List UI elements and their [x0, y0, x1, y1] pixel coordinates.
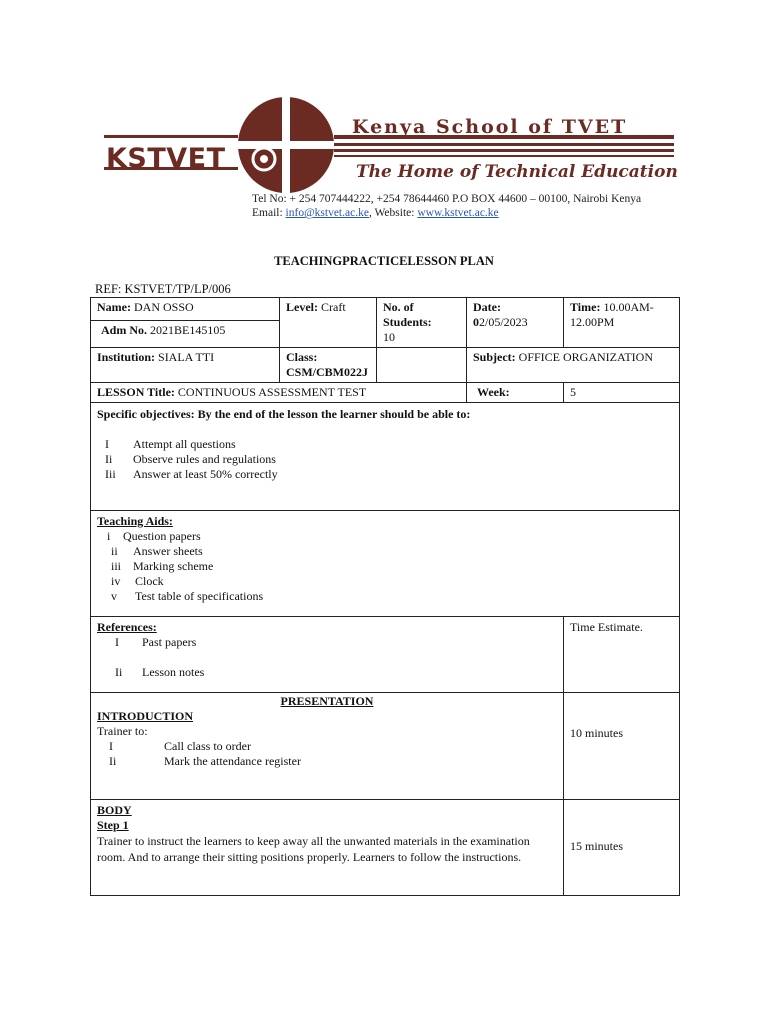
level-label: Level:	[286, 300, 318, 314]
document-title: TEACHINGPRACTICELESSON PLAN	[274, 254, 494, 268]
name-value: DAN OSSO	[133, 300, 194, 314]
table-row	[91, 383, 680, 403]
references-cell	[91, 617, 564, 693]
item-text: Test table of specifications	[135, 589, 264, 603]
list-item	[97, 665, 557, 680]
item-text: Question papers	[123, 529, 201, 543]
date-value: 2/05/2023	[479, 315, 528, 329]
website-label: , Website:	[368, 207, 418, 219]
class-cell	[280, 348, 377, 383]
table-row	[91, 403, 680, 511]
adm-label: Adm No.	[101, 323, 148, 337]
item-number: v	[111, 589, 117, 603]
logo-wordmark: KSTVET	[106, 143, 226, 174]
students-value: 10	[383, 330, 395, 344]
item-text: Answer at least 50% correctly	[133, 467, 278, 481]
level-cell	[280, 298, 377, 348]
date-cell	[467, 298, 564, 348]
subject-label: Subject:	[473, 350, 516, 364]
name-label: Name:	[97, 300, 131, 314]
list-item	[97, 452, 673, 467]
item-text: Attempt all questions	[133, 437, 236, 451]
list-item	[97, 544, 673, 559]
table-row	[91, 348, 680, 383]
school-name: Kenya School of TVET	[352, 116, 628, 138]
body-time-cell	[564, 800, 680, 896]
item-number: I	[115, 635, 119, 649]
step-heading: Step 1	[97, 818, 129, 832]
time-estimate-label: Time Estimate.	[570, 620, 643, 634]
item-text: Call class to order	[164, 739, 251, 753]
list-item	[97, 529, 673, 544]
website-link[interactable]: www.kstvet.ac.ke	[417, 207, 499, 219]
references-heading: References:	[97, 620, 157, 634]
date-label: Date:	[473, 300, 501, 314]
item-text: Answer sheets	[133, 544, 203, 558]
list-item	[97, 437, 673, 452]
week-value: 5	[570, 385, 576, 399]
contact-line: Tel No: + 254 707444222, +254 78644460 P.O BOX 44600 – 00100, Nairobi Kenya	[252, 193, 642, 205]
subject-value: OFFICE ORGANIZATION	[518, 350, 654, 364]
time-estimate-cell	[564, 617, 680, 693]
institution-cell	[91, 348, 280, 383]
item-number: Ii	[115, 665, 123, 679]
email-link[interactable]: info@kstvet.ac.ke	[285, 207, 369, 219]
list-item	[97, 739, 557, 754]
lesson-title-cell	[91, 383, 467, 403]
presentation-cell	[91, 693, 564, 800]
class-label: Class:	[286, 350, 318, 364]
email-label: Email:	[252, 207, 286, 219]
list-item	[97, 589, 673, 604]
list-item	[97, 635, 557, 650]
item-text: Clock	[135, 574, 164, 588]
item-text: Mark the attendance register	[164, 754, 301, 768]
name-adm-cell	[91, 298, 280, 348]
table-row	[91, 511, 680, 617]
item-text: Past papers	[142, 635, 197, 649]
introduction-heading: INTRODUCTION	[97, 709, 194, 723]
intro-time-cell	[564, 693, 680, 800]
objectives-cell	[91, 403, 680, 511]
item-text: Lesson notes	[142, 665, 205, 679]
item-number: Ii	[109, 754, 117, 768]
item-text: Marking scheme	[133, 559, 214, 573]
table-row	[91, 617, 680, 693]
class-value: CSM/CBM022J	[286, 365, 368, 379]
body-text: Trainer to instruct the learners to keep away all the unwanted materials in the examination room. And to arrange their sitting positions properly. Learners to follow the instructions.	[97, 834, 530, 864]
list-item	[97, 467, 673, 482]
item-number: iii	[111, 559, 122, 573]
lesson-plan-table	[90, 297, 680, 896]
week-value-cell	[564, 383, 680, 403]
item-number: i	[107, 529, 111, 543]
time-label: Time:	[570, 300, 601, 314]
list-item	[97, 574, 673, 589]
teaching-aids-heading: Teaching Aids:	[97, 514, 173, 528]
table-row	[91, 693, 680, 800]
item-number: I	[105, 437, 109, 451]
trainer-to-label: Trainer to:	[97, 724, 148, 738]
time-value: 10.00AM-12.00PM	[570, 300, 654, 329]
reference-number: REF: KSTVET/TP/LP/006	[95, 282, 231, 296]
week-label: Week:	[477, 385, 510, 399]
item-number: Iii	[105, 467, 116, 481]
teaching-aids-cell	[91, 511, 680, 617]
lesson-label: LESSON Title:	[97, 385, 175, 399]
time-cell	[564, 298, 680, 348]
institution-label: Institution:	[97, 350, 156, 364]
list-item	[97, 559, 673, 574]
school-tagline: The Home of Technical Education	[356, 162, 678, 182]
presentation-heading: PRESENTATION	[280, 694, 374, 708]
item-text: Observe rules and regulations	[133, 452, 276, 466]
contact-email-line	[252, 207, 499, 219]
item-number: ii	[111, 544, 118, 558]
body-cell	[91, 800, 564, 896]
body-time-value: 15 minutes	[570, 838, 623, 853]
lesson-value: CONTINUOUS ASSESSMENT TEST	[177, 385, 367, 399]
item-number: iv	[111, 574, 121, 588]
adm-value: 2021BE145105	[150, 323, 226, 337]
date-prefix: 0	[473, 315, 479, 329]
item-number: I	[109, 739, 113, 753]
level-value: Craft	[321, 300, 346, 314]
empty-cell	[377, 348, 467, 383]
objectives-heading: Specific objectives: By the end of the lesson the learner should be able to:	[97, 407, 471, 421]
list-item	[97, 754, 557, 769]
intro-time-value: 10 minutes	[570, 726, 623, 740]
institution-value: SIALA TTI	[158, 350, 215, 364]
students-cell	[377, 298, 467, 348]
item-number: Ii	[105, 452, 113, 466]
table-row	[91, 800, 680, 896]
students-label: No. of Students:	[383, 300, 432, 329]
table-row	[91, 298, 680, 348]
week-label-cell	[467, 383, 564, 403]
body-heading: BODY	[97, 803, 132, 817]
subject-cell	[467, 348, 680, 383]
